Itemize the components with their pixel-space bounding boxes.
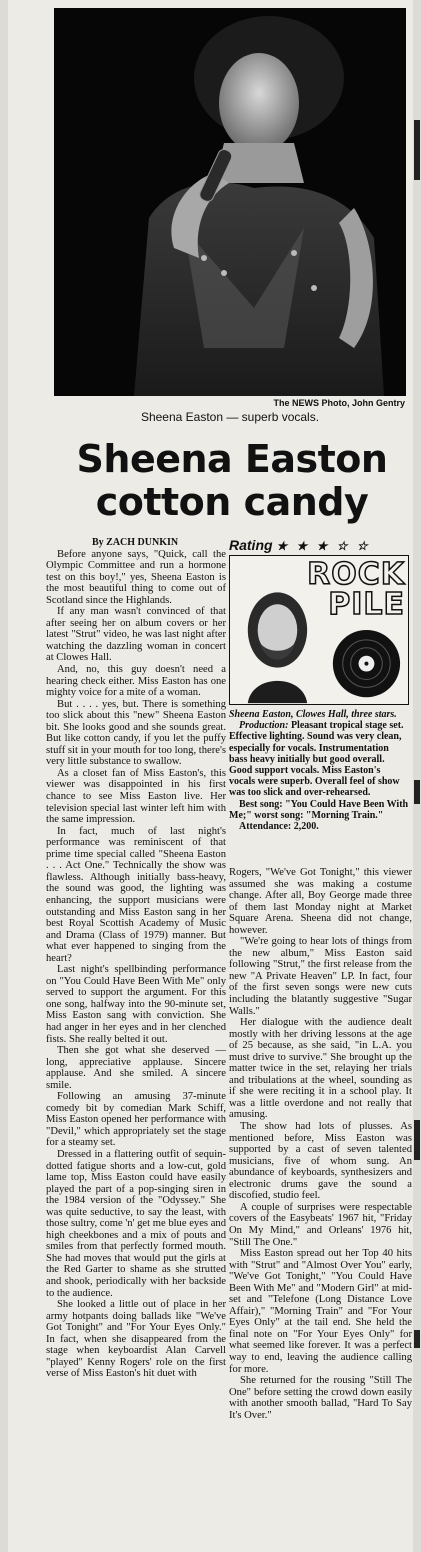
paragraph: Dressed in a flattering outfit of sequin-dotted fatigue shorts and a low-cut, gold lame top, Miss Easton could have easily played the part of a pop-singing siren in the 1984 version of the "Odyssey." She was quite seductive, to say the least, with those sultry, come 'n' get me blue eyes and high cheekbones and a mix of pouts and smiles from that perfectly formed mouth. She had moves that would put the girls at the Red Garter to shame as she strutted and shook, periodically with her backside to the audience. xyxy=(46,1148,226,1299)
photo-credit: The NEWS Photo, John Gentry xyxy=(273,398,405,408)
photo-caption: Sheena Easton — superb vocals. xyxy=(140,410,320,424)
paragraph: Rogers, "We've Got Tonight," this viewer assumed she was making a costume change. After all, Boy George made three of them last Monday night at Market Square Arena. Sheena did not change, however. xyxy=(229,867,412,936)
paragraph: If any man wasn't convinced of that after seeing her on album covers or her latest "Strut" video, he was last night after watching the dazzling woman in concert at Clowes Hall. xyxy=(46,606,226,664)
paragraph: Then she got what she deserved — long, appreciative applause. Sincere applause. And she smiled. A sincere smile. xyxy=(46,1045,226,1091)
paragraph: In fact, much of last night's performance was reminiscent of that prime time special called "Sheena Easton . . . Act One." Technically the show was flawless. Although initially bass-heavy, the sound was good, the lighting was enhancing, the support musicians were outstanding and Miss Easton sang in her best Royal Scottish Academy of Music and Drama (Class of 1979) manner. But what ever happened to singing from the heart? xyxy=(46,825,226,964)
rating-label: Rating xyxy=(229,537,273,553)
singer-photo-image xyxy=(54,8,406,396)
byline: By ZACH DUNKIN xyxy=(92,537,179,548)
paragraph: Her dialogue with the audience dealt mostly with her driving lessons at the age of 25 because, as she said, "in L.A. you must drive to survive." She brought up the matter twice in the set, relaying her trials and tribulations at the wheel, sounding as if she were reciting it in a school play. It was a little overdone and not really that amusing. xyxy=(229,1017,412,1121)
paragraph: Last night's spellbinding performance on "You Could Have Been With Me" only served to support the argument. For this one song, halfway into the 90-minute set, Miss Easton sang with conviction. She had anger in her eyes and in her clenched fists. She really belted it out. xyxy=(46,964,226,1045)
paragraph: Miss Easton spread out her Top 40 hits with "Strut" and "Almost Over You" early, "We've Got Tonight," "You Could Have Been With Me" and "Modern Girl" at mid-set and "Telefone (Long Distance Love Affair)," "Morning Train" and "For Your Eyes Only" at the tail end. She held the final note on "For Your Eyes Only" for what seemed like forever. It was a perfect way to end, leaving the audience calling for more. xyxy=(229,1248,412,1375)
headline: Sheena Easton cotton candy xyxy=(76,437,388,524)
article-column-2 xyxy=(229,867,412,1421)
adjacent-column-fragment xyxy=(414,780,420,804)
rating-header xyxy=(229,537,409,553)
adjacent-column-fragment xyxy=(414,120,420,180)
article-column-1 xyxy=(46,537,226,1380)
paragraph: Following an amusing 37-minute comedy bit by comedian Mark Schiff, Miss Easton opened her performance with "Devil," which appropriately set the stage for a steamy set. xyxy=(46,1091,226,1149)
review-best-song: Best song: "You Could Have Been With Me;" worst song: "Morning Train." xyxy=(229,798,409,821)
review-summary xyxy=(229,709,409,832)
paragraph: A couple of surprises were respectable covers of the Easybeats' 1967 hit, "Friday On My Mind," and Orleans' 1976 hit, "Still The One." xyxy=(229,1201,412,1248)
adjacent-column-fragment xyxy=(414,1330,420,1348)
page-margin-right xyxy=(413,0,421,1552)
concert-photo xyxy=(54,8,406,396)
paragraph: And, no, this guy doesn't need a hearing check either. Miss Easton has one mighty voice for a mite of a woman. xyxy=(46,664,226,699)
production-label: Production: xyxy=(239,720,289,732)
rock-pile-logo-text: ROCK PILE xyxy=(307,557,405,622)
paragraph: She looked a little out of place in her army hotpants doing ballads like "We've Got Tonight" and "For Your Eyes Only." In fact, when she disappeared from the stage when keyboardist Alan Carvell "played" Kenny Rogers' role on the first verse of Miss Easton's hit duet with xyxy=(46,1299,226,1380)
review-production xyxy=(229,720,409,798)
paragraph: The show had lots of plusses. As mentioned before, Miss Easton was supported by a cast of seven talented musicians, five of whom sung. An abundance of keyboards, synthesizers and electronic drums gave the sound a discofied, studio feel. xyxy=(229,1121,412,1202)
adjacent-column-fragment xyxy=(414,1120,420,1160)
star-rating-icon: ★ ★ ★ ☆ ☆ xyxy=(276,539,371,553)
page-margin-left xyxy=(0,0,8,1552)
paragraph: As a closet fan of Miss Easton's, this viewer was disappointed in his first chance to see Miss Easton live. Her television special last winter left him with the same impression. xyxy=(46,767,226,826)
paragraph: But . . . . yes, but. There is something too slick about this "new" Sheena Easton bit. She looks good and she sounds great. But like cotton candy, if you let the puffy stuff sit in your mouth for too long, there's very little substance to swallow. xyxy=(46,698,226,768)
paragraph: "We're going to hear lots of things from the new album," Miss Easton said following "Strut," the first release from the new "A Private Heaven" LP. In fact, four of the first seven songs were new cuts including the blatantly suggestive "Sugar Walls." xyxy=(229,936,412,1017)
paragraph: Before anyone says, "Quick, call the Olympic Committee and run a hormone test on this boy!," yes, Sheena Easton is the most beautiful thing to come out of Scotland since the Highlands. xyxy=(46,548,226,606)
review-intro: Sheena Easton, Clowes Hall, three stars. xyxy=(229,709,397,720)
paragraph: She returned for the rousing "Still The One" before setting the crowd down easily with another smooth ballad, "Hard To Say It's Over." xyxy=(229,1375,412,1421)
review-attendance: Attendance: 2,200. xyxy=(239,821,319,833)
production-text: Pleasant tropical stage set. Effective lighting. Sound was very clean, especially for vocals. Instrumentation bass heavy initially but good overall. Good support vocals. Miss Easton's vocals were superb. Overall feel of show was too slick and over-rehearsed. xyxy=(229,720,404,799)
